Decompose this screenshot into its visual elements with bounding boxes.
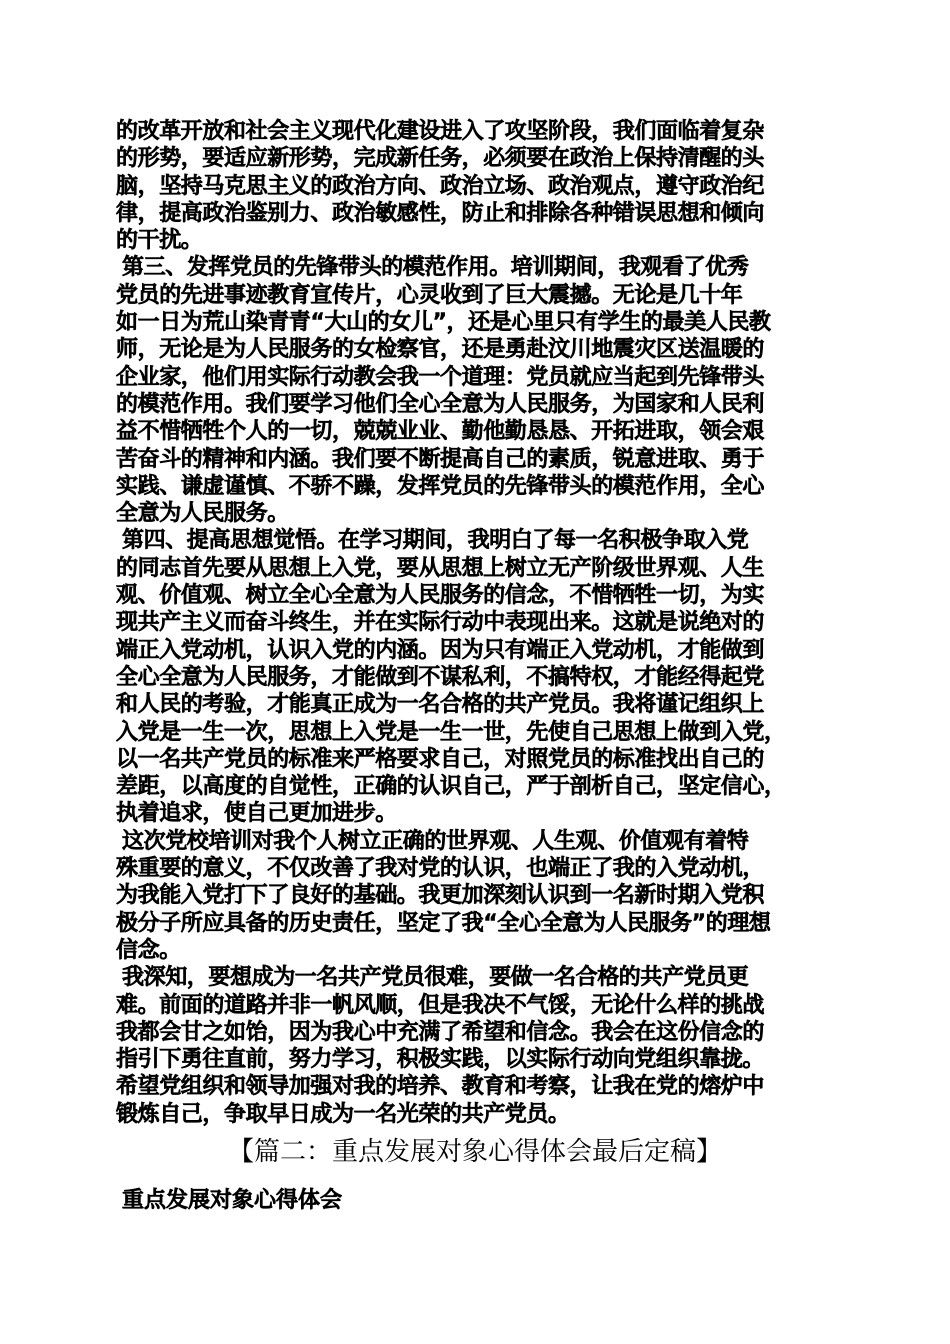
text-line: 现共产主义而奋斗终生，并在实际行动中表现出来。这就是说绝对的 (116, 610, 765, 636)
text-line: 脑，坚持马克思主义的政治方向、政治立场、政治观点，遵守政治纪 (116, 173, 765, 199)
text-line: 和人民的考验，才能真正成为一名合格的共产党员。我将谨记组织上 (116, 692, 765, 718)
text-line: 端正入党动机，认识入党的内涵。因为只有端正入党动机，才能做到 (116, 637, 765, 663)
text-line: 的干扰。 (116, 228, 203, 254)
sub-title: 重点发展对象心得体会 (122, 1188, 343, 1213)
text-line: 如一日为荒山染青青“大山的女儿”，还是心里只有学生的最美人民教 (116, 310, 771, 336)
text-line: 全意为人民服务。 (116, 501, 289, 527)
text-line: 实践、谦虚谨慎、不骄不躁，发挥党员的先锋带头的模范作用，全心 (116, 473, 765, 499)
text-line: 信念。 (116, 937, 181, 963)
paragraph-heading-line: 第三、发挥党员的先锋带头的模范作用。培训期间，我观看了优秀 (122, 255, 749, 281)
section-title: 【篇二：重点发展对象心得体会最后定稿】 (227, 1137, 722, 1167)
text-line: 律，提高政治鉴别力、政治敏感性，防止和排除各种错误思想和倾向 (116, 200, 765, 226)
paragraph-heading-line: 第四、提高思想觉悟。在学习期间，我明白了每一名积极争取入党 (122, 528, 749, 554)
text-line: 极分子所应具备的历史责任，坚定了我“全心全意为人民服务”的理想 (116, 910, 771, 936)
text-line: 殊重要的意义，不仅改善了我对党的认识，也端正了我的入党动机， (116, 856, 765, 882)
text-line: 的模范作用。我们要学习他们全心全意为人民服务，为国家和人民利 (116, 391, 765, 417)
text-line: 入党是一生一次，思想上入党是一生一世，先使自己思想上做到入党， (116, 719, 786, 745)
body-text (116, 118, 846, 1128)
paragraph-first-line: 我深知，要想成为一名共产党员很难，要做一名合格的共产党员更 (122, 965, 749, 991)
text-line: 企业家，他们用实际行动教会我一个道理：党员就应当起到先锋带头 (116, 364, 765, 390)
paragraph-first-line: 这次党校培训对我个人树立正确的世界观、人生观、价值观有着特 (122, 828, 749, 854)
text-line: 观、价值观、树立全心全意为人民服务的信念，不惜牺牲一切，为实 (116, 583, 765, 609)
text-line: 难。前面的道路并非一帆风顺，但是我决不气馁，无论什么样的挑战 (116, 992, 765, 1018)
text-line: 的改革开放和社会主义现代化建设进入了攻坚阶段，我们面临着复杂 (116, 119, 765, 144)
text-line: 苦奋斗的精神和内涵。我们要不断提高自己的素质，锐意进取、勇于 (116, 446, 765, 472)
text-line: 以一名共产党员的标准来严格要求自己，对照党员的标准找出自己的 (116, 746, 765, 772)
text-line: 的同志首先要从思想上入党，要从思想上树立无产阶级世界观、人生 (116, 555, 765, 581)
text-line: 全心全意为人民服务，才能做到不谋私利，不搞特权，才能经得起党 (116, 664, 765, 690)
text-line: 的形势，要适应新形势，完成新任务，必须要在政治上保持清醒的头 (116, 146, 765, 172)
text-line: 益不惜牺牲个人的一切，兢兢业业、勤他勤恳恳、开拓进取，领会艰 (116, 419, 765, 445)
text-line: 锻炼自己，争取早日成为一名光荣的共产党员。 (116, 1101, 570, 1127)
text-line: 为我能入党打下了良好的基础。我更加深刻认识到一名新时期入党积 (116, 883, 765, 909)
text-line: 师，无论是为人民服务的女检察官，还是勇赴汶川地震灾区送温暖的 (116, 337, 765, 363)
text-line: 指引下勇往直前，努力学习，积极实践，以实际行动向党组织靠拢。 (116, 1047, 765, 1073)
text-line: 执着追求，使自己更加进步。 (116, 801, 397, 827)
text-line: 我都会甘之如饴，因为我心中充满了希望和信念。我会在这份信念的 (116, 1019, 765, 1045)
text-line: 希望党组织和领导加强对我的培养、教育和考察，让我在党的熔炉中 (116, 1074, 765, 1100)
text-line: 差距，以高度的自觉性，正确的认识自己，严于剖析自己，坚定信心， (116, 774, 786, 800)
text-line: 党员的先进事迹教育宣传片，心灵收到了巨大震撼。无论是几十年 (116, 282, 743, 308)
